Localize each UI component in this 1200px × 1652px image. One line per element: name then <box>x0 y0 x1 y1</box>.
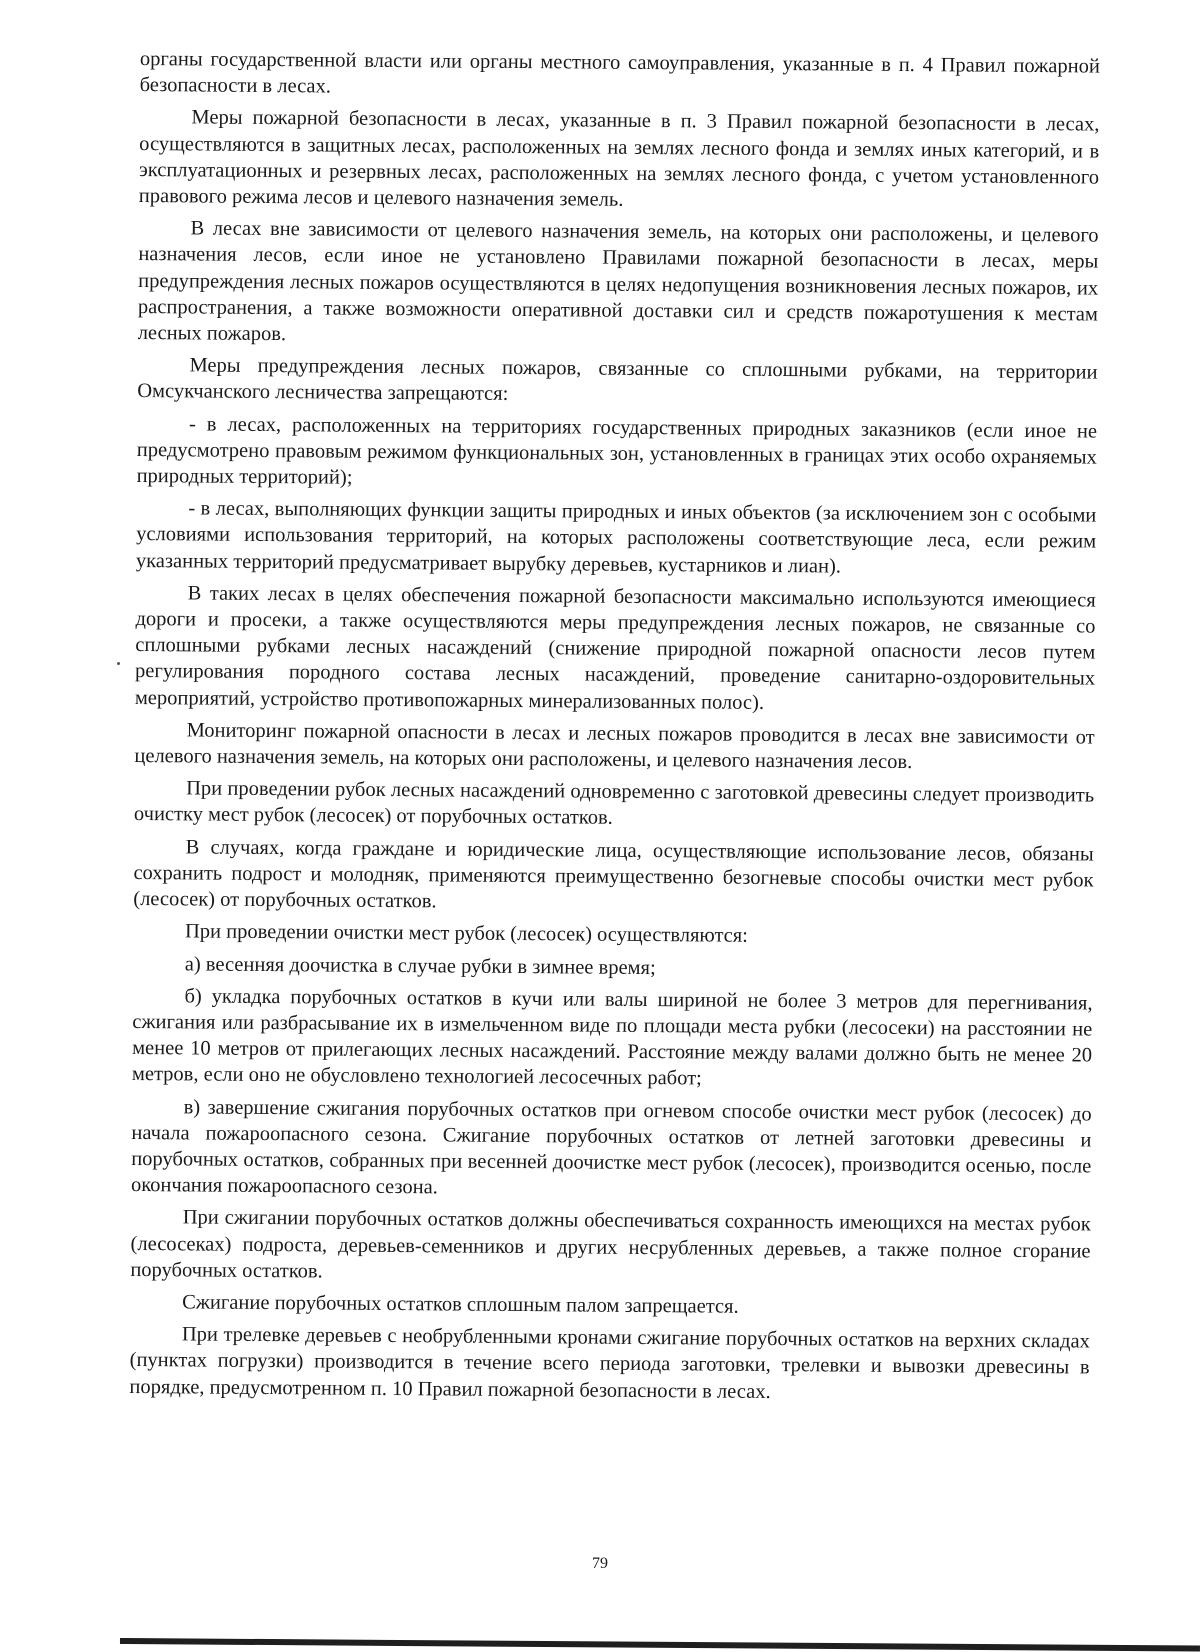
list-item: - в лесах, расположенных на территориях государственных природных заказников (если иное не предусмотрено правовым режимом функциональных зон, установленных в границах этих особо охраняемых природных территорий); <box>136 413 1098 489</box>
page-number: 79 <box>592 1555 608 1572</box>
list-item: - в лесах, выполняющих функции защиты природных и иных объектов (за исключением зон с особыми условиями использования территорий, на которых расположены соответствующие леса, если режим указанных территорий предусматривает вырубку деревьев, кустарников и лиан). <box>135 497 1097 578</box>
list-item: а) весенняя доочистка в случае рубки в зимнее время; <box>184 952 656 979</box>
paragraph: В таких лесах в целях обеспечения пожарной безопасности максимально используются имеющиеся дороги и просеки, а также осуществляются меры предупреждения лесных пожаров, не связанные со сплошными рубками лесных насаждений (снижение природной пожарной опасности лесов путем регулирования породного состава лесных насаждений, проведение санитарно-оздоровительных мероприятий, устройство противопожарных минерализованных полос). <box>134 582 1096 714</box>
paragraph: В лесах вне зависимости от целевого назначения земель, на которых они расположены, и целевого назначения лесов, если иное не установлено Правилами пожарной безопасности в лесах, меры предупреждения лесных пожаров осуществляются в целях недопущения возникновения лесных пожаров, их распространения, а также возможности оперативной доставки сил и средств пожаротушения к местам лесных пожаров. <box>137 217 1099 346</box>
paragraph: Мониторинг пожарной опасности в лесах и лесных пожаров проводится в лесах вне зависимости от целевого назначения земель, на которых они расположены, и целевого назначения лесов. <box>134 719 1095 774</box>
paragraph-continuation: органы государственной власти или органы местного самоуправления, указанные в п. 4 Правил пожарной безопасности в лесах. <box>139 47 1100 98</box>
list-item: б) укладка порубочных остатков в кучи или валы шириной не более 3 метров для перегнивания, сжигания или разбрасывание их в измельченном виде по площади места рубки (лесосеки) на расстоянии не менее 10 метров от прилегающих лесных насаждений. Расстояние между валами должно быть не менее 20 метров, если оно не обусловлено технологией лесосечных работ; <box>131 985 1093 1090</box>
paragraph: Меры пожарной безопасности в лесах, указанные в п. 3 Правил пожарной безопасности в лесах, осуществляются в защитных лесах, расположенных на землях лесного фонда и землях иных категорий, и в эксплуатационных и резервных лесах, расположенных на землях лесного фонда, с учетом установленного правового режима лесов и целевого назначения земель. <box>138 106 1100 211</box>
scan-speck <box>117 662 120 665</box>
paragraph: При трелевке деревьев с необрубленными кронами сжигание порубочных остатков на верхних складах (пунктах погрузки) производится в течение всего периода заготовки, трелевки и вывозки древесины в порядке, предусмотренном п. 10 Правил пожарной безопасности в лесах. <box>129 1323 1090 1403</box>
paragraph: В случаях, когда граждане и юридические лица, осуществляющие использование лесов, обязаны сохранить подрост и молодняк, применяются преимущественно безогневые способы очистки мест рубок (лесосек) от порубочных остатков. <box>133 836 1094 913</box>
paragraph: При проведении рубок лесных насаждений одновременно с заготовкой древесины следует производить очистку мест рубок (лесосек) от порубочных остатков. <box>133 777 1095 830</box>
paragraph: Сжигание порубочных остатков сплошным палом запрещается. <box>182 1291 739 1318</box>
footer-rule <box>120 1638 1200 1652</box>
page-body <box>129 46 1100 1413</box>
paragraph: При сжигании порубочных остатков должны обеспечиваться сохранность имеющихся на местах рубок (лесосеках) подроста, деревьев-семенников и других несрубленных деревьев, а также полное сгорание порубочных остатков. <box>130 1206 1091 1283</box>
list-item: в) завершение сжигания порубочных остатков при огневом способе очистки мест рубок (лесосек) до начала пожароопасного сезона. Сжигание порубочных остатков от летней заготовки древесины и порубочных остатков, собранных при весенней доочистке мест рубок (лесосек), производится осенью, после окончания пожароопасного сезона. <box>130 1095 1092 1199</box>
paragraph: При проведении очистки мест рубок (лесосек) осуществляются: <box>184 920 749 948</box>
paragraph: Меры предупреждения лесных пожаров, связанные со сплошными рубками, на территории Омсукчанского лесничества запрещаются: <box>137 354 1098 406</box>
